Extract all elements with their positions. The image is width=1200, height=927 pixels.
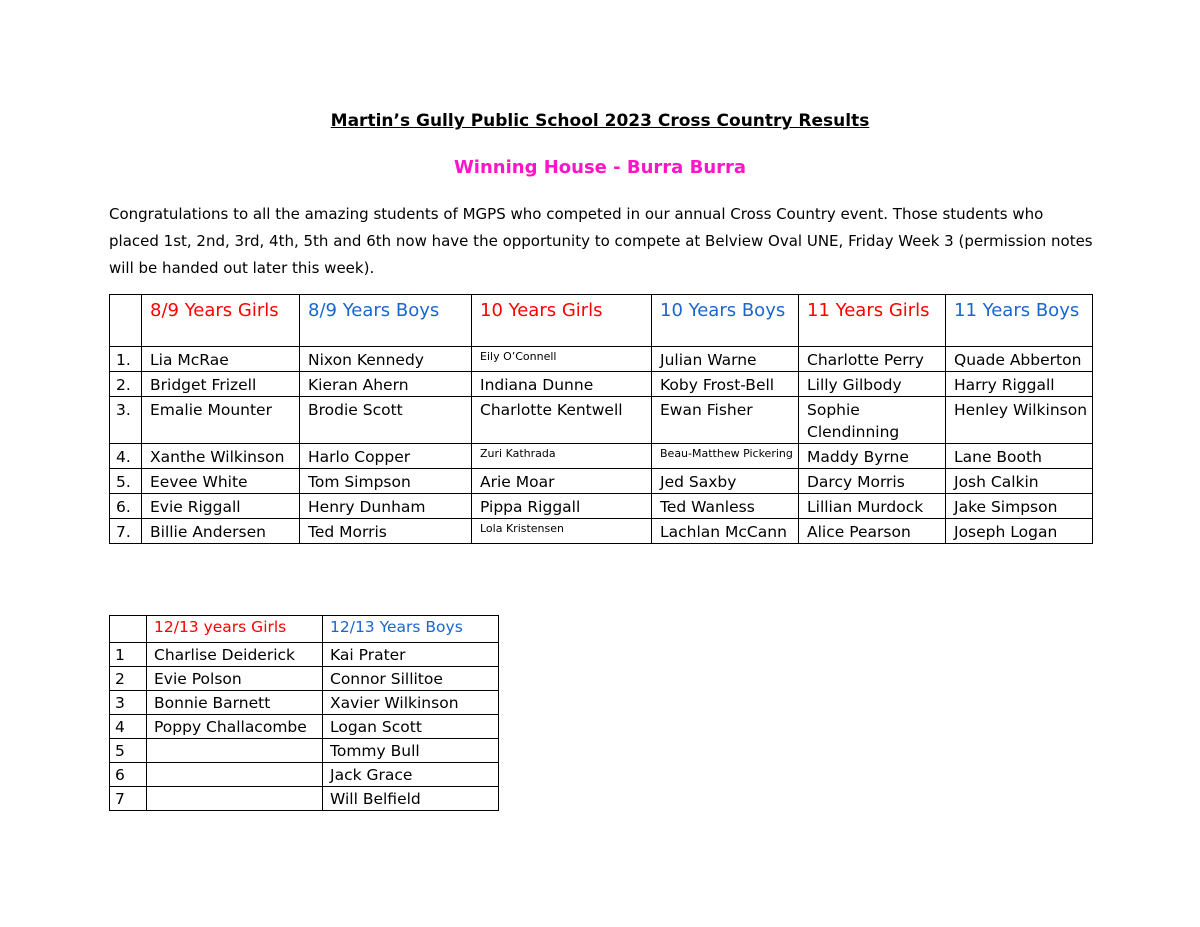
place-cell: 3.: [110, 397, 142, 444]
name-cell: Darcy Morris: [799, 469, 946, 494]
place-cell: 5: [110, 739, 147, 763]
table-row: [110, 494, 1093, 519]
name-cell: Emalie Mounter: [142, 397, 300, 444]
name-cell: Tom Simpson: [300, 469, 472, 494]
name-cell: Lilly Gilbody: [799, 372, 946, 397]
name-cell: Pippa Riggall: [472, 494, 652, 519]
name-cell: Poppy Challacombe: [147, 715, 323, 739]
place-cell: 6.: [110, 494, 142, 519]
place-cell: 4: [110, 715, 147, 739]
place-cell: 7: [110, 787, 147, 811]
name-cell: Jed Saxby: [652, 469, 799, 494]
name-cell: Charlotte Perry: [799, 347, 946, 372]
column-header: 11 Years Boys: [946, 295, 1093, 347]
winning-house-subtitle: Winning House - Burra Burra: [453, 157, 747, 178]
name-cell: Xanthe Wilkinson: [142, 444, 300, 469]
name-cell: Will Belfield: [323, 787, 499, 811]
table-row: [110, 763, 499, 787]
name-cell: Kai Prater: [323, 643, 499, 667]
name-cell: Kieran Ahern: [300, 372, 472, 397]
name-cell: Harlo Copper: [300, 444, 472, 469]
name-cell: [147, 787, 323, 811]
place-cell: 4.: [110, 444, 142, 469]
name-cell: Koby Frost-Bell: [652, 372, 799, 397]
name-cell: Lillian Murdock: [799, 494, 946, 519]
name-cell: Joseph Logan: [946, 519, 1093, 544]
name-cell: Bonnie Barnett: [147, 691, 323, 715]
column-header: 11 Years Girls: [799, 295, 946, 347]
name-cell: Zuri Kathrada: [472, 444, 652, 469]
name-cell: Charlise Deiderick: [147, 643, 323, 667]
results-table-ages-12-13: [109, 615, 499, 811]
place-cell: 6: [110, 763, 147, 787]
name-cell: Bridget Frizell: [142, 372, 300, 397]
table-row: [110, 787, 499, 811]
place-header: [110, 616, 147, 643]
column-header: 8/9 Years Girls: [142, 295, 300, 347]
name-cell: Billie Andersen: [142, 519, 300, 544]
table-header-row: [110, 295, 1093, 347]
column-header: 8/9 Years Boys: [300, 295, 472, 347]
name-cell: [147, 763, 323, 787]
name-cell: Arie Moar: [472, 469, 652, 494]
intro-paragraph: Congratulations to all the amazing students of MGPS who competed in our annual Cross Country event. Those students who placed 1st, 2nd, 3rd, 4th, 5th and 6th now have the opportunity to compete at Belview Oval UNE, Friday Week 3 (permission notes will be handed out later this week).: [109, 205, 1093, 277]
name-cell: Julian Warne: [652, 347, 799, 372]
name-cell: Josh Calkin: [946, 469, 1093, 494]
place-cell: 5.: [110, 469, 142, 494]
name-cell: Harry Riggall: [946, 372, 1093, 397]
name-cell: Ted Morris: [300, 519, 472, 544]
column-header: 12/13 years Girls: [147, 616, 323, 643]
table-row: [110, 397, 1093, 444]
name-cell: Charlotte Kentwell: [472, 397, 652, 444]
name-cell: Sophie Clendinning: [799, 397, 946, 444]
name-cell: Logan Scott: [323, 715, 499, 739]
name-cell: Lola Kristensen: [472, 519, 652, 544]
table-row: [110, 739, 499, 763]
place-cell: 1: [110, 643, 147, 667]
table-row: [110, 643, 499, 667]
name-cell: Eevee White: [142, 469, 300, 494]
name-cell: Nixon Kennedy: [300, 347, 472, 372]
name-cell: Brodie Scott: [300, 397, 472, 444]
name-cell: Xavier Wilkinson: [323, 691, 499, 715]
place-header: [110, 295, 142, 347]
name-cell: Tommy Bull: [323, 739, 499, 763]
document-title: Martin’s Gully Public School 2023 Cross Country Results: [330, 111, 870, 131]
name-cell: Evie Polson: [147, 667, 323, 691]
name-cell: Indiana Dunne: [472, 372, 652, 397]
table-row: [110, 667, 499, 691]
name-cell: Connor Sillitoe: [323, 667, 499, 691]
name-cell: Quade Abberton: [946, 347, 1093, 372]
table-row: [110, 469, 1093, 494]
place-cell: 3: [110, 691, 147, 715]
table-row: [110, 715, 499, 739]
name-cell: [147, 739, 323, 763]
place-cell: 7.: [110, 519, 142, 544]
name-cell: Lia McRae: [142, 347, 300, 372]
results-table-ages-8-11: [109, 294, 1093, 544]
table-header-row: [110, 616, 499, 643]
name-cell: Jake Simpson: [946, 494, 1093, 519]
column-header: 12/13 Years Boys: [323, 616, 499, 643]
name-cell: Eily O’Connell: [472, 347, 652, 372]
name-cell: Ewan Fisher: [652, 397, 799, 444]
name-cell: Lachlan McCann: [652, 519, 799, 544]
name-cell: Lane Booth: [946, 444, 1093, 469]
name-cell: Jack Grace: [323, 763, 499, 787]
table-row: [110, 444, 1093, 469]
name-cell: Henry Dunham: [300, 494, 472, 519]
table-row: [110, 519, 1093, 544]
column-header: 10 Years Boys: [652, 295, 799, 347]
place-cell: 2.: [110, 372, 142, 397]
place-cell: 2: [110, 667, 147, 691]
name-cell: Maddy Byrne: [799, 444, 946, 469]
table-row: [110, 347, 1093, 372]
column-header: 10 Years Girls: [472, 295, 652, 347]
table-row: [110, 372, 1093, 397]
name-cell: Henley Wilkinson: [946, 397, 1093, 444]
table-row: [110, 691, 499, 715]
place-cell: 1.: [110, 347, 142, 372]
name-cell: Alice Pearson: [799, 519, 946, 544]
name-cell: Ted Wanless: [652, 494, 799, 519]
name-cell: Evie Riggall: [142, 494, 300, 519]
name-cell: Beau-Matthew Pickering: [652, 444, 799, 469]
